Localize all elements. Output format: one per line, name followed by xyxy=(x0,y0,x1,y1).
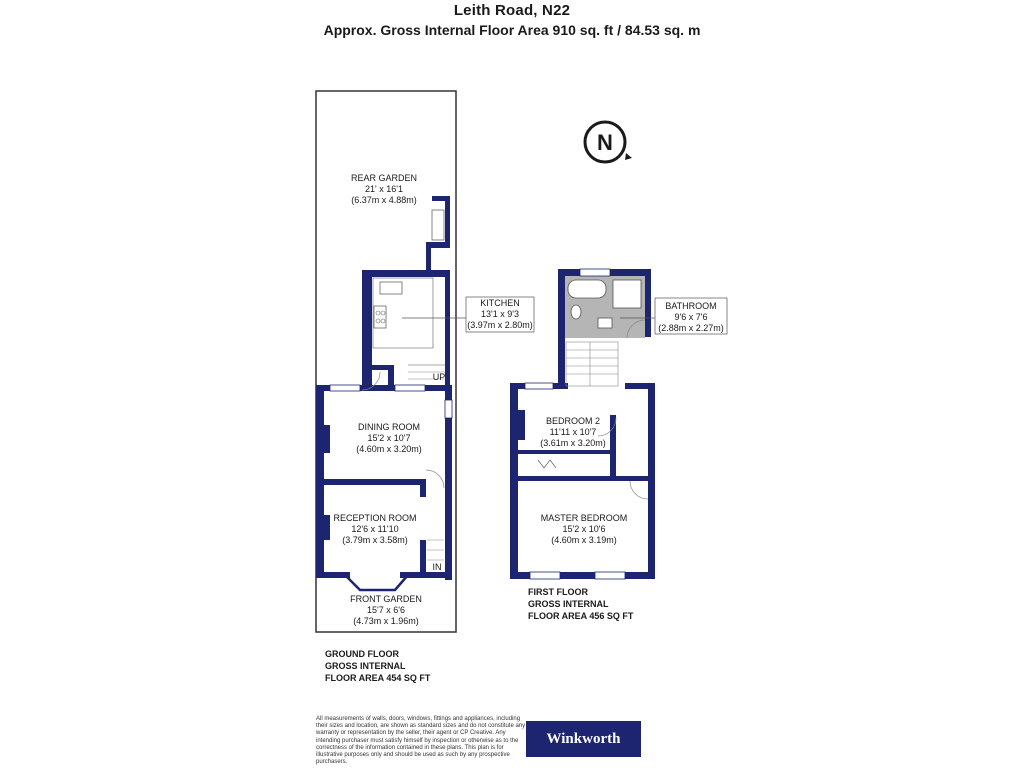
svg-text:FRONT GARDEN: FRONT GARDEN xyxy=(350,594,422,604)
svg-text:(2.88m x 2.27m): (2.88m x 2.27m) xyxy=(658,323,724,333)
label-bedroom-2 xyxy=(540,416,606,448)
kitchen-walls xyxy=(362,196,450,390)
svg-text:KITCHEN: KITCHEN xyxy=(480,298,520,308)
ground-floor-area-label: GROUND FLOOR GROSS INTERNAL FLOOR AREA 454 SQ FT xyxy=(325,649,431,683)
label-dining-room xyxy=(356,422,422,454)
svg-text:(4.60m x 3.20m): (4.60m x 3.20m) xyxy=(356,444,422,454)
svg-text:(3.97m x 2.80m): (3.97m x 2.80m) xyxy=(467,320,533,330)
compass-letter: N xyxy=(597,130,613,155)
up-marker: UP xyxy=(432,372,446,382)
plan-subtitle: Approx. Gross Internal Floor Area 910 sq. ft / 84.53 sq. m xyxy=(323,22,701,38)
svg-text:MASTER BEDROOM: MASTER BEDROOM xyxy=(540,513,628,523)
svg-text:13'1 x 9'3: 13'1 x 9'3 xyxy=(481,309,519,319)
first-floor-area-label: FIRST FLOOR GROSS INTERNAL FLOOR AREA 456 SQ FT xyxy=(528,587,634,621)
label-reception-room xyxy=(333,513,416,545)
svg-text:REAR GARDEN: REAR GARDEN xyxy=(350,173,418,183)
svg-text:15'2 x 10'6: 15'2 x 10'6 xyxy=(562,524,606,534)
svg-text:(4.73m x 1.96m): (4.73m x 1.96m) xyxy=(353,616,419,626)
svg-text:BEDROOM 2: BEDROOM 2 xyxy=(545,416,601,426)
ground-floor-walls xyxy=(316,385,452,580)
svg-text:(4.60m x 3.19m): (4.60m x 3.19m) xyxy=(551,535,617,545)
svg-text:DINING ROOM: DINING ROOM xyxy=(358,422,420,432)
svg-text:15'2 x 10'7: 15'2 x 10'7 xyxy=(367,433,411,443)
svg-text:21' x 16'1: 21' x 16'1 xyxy=(365,184,403,194)
label-front-garden xyxy=(350,594,422,626)
svg-text:(3.79m x 3.58m): (3.79m x 3.58m) xyxy=(342,535,408,545)
label-rear-garden xyxy=(351,173,417,205)
plan-title: Leith Road, N22 xyxy=(453,2,571,19)
north-compass xyxy=(585,122,632,162)
svg-text:(3.61m x 3.20m): (3.61m x 3.20m) xyxy=(540,438,606,448)
svg-text:(6.37m x 4.88m): (6.37m x 4.88m) xyxy=(351,195,417,205)
svg-text:RECEPTION ROOM: RECEPTION ROOM xyxy=(333,513,417,523)
winkworth-logo: Winkworth xyxy=(526,721,641,757)
disclaimer-text: All measurements of walls, doors, windows, fittings and appliances, including their sizes and location, are shown as standard sizes and do not constitute any warranty or representation by the seller, their agent or CP Creative. Any intending purchaser must satisfy himself by inspection or otherwise as to the correctness of the information contained in these plans. This plan is for illustrative purposes only and should be used as such by any prospective purchasers. xyxy=(316,716,526,766)
svg-text:15'7 x 6'6: 15'7 x 6'6 xyxy=(367,605,405,615)
label-master-bedroom xyxy=(541,513,628,545)
entrance-marker: IN xyxy=(432,562,442,572)
svg-text:12'6 x 11'10: 12'6 x 11'10 xyxy=(351,524,399,534)
svg-text:BATHROOM: BATHROOM xyxy=(665,301,717,311)
svg-text:9'6 x 7'6: 9'6 x 7'6 xyxy=(674,312,708,322)
svg-text:11'11 x 10'7: 11'11 x 10'7 xyxy=(549,427,597,437)
